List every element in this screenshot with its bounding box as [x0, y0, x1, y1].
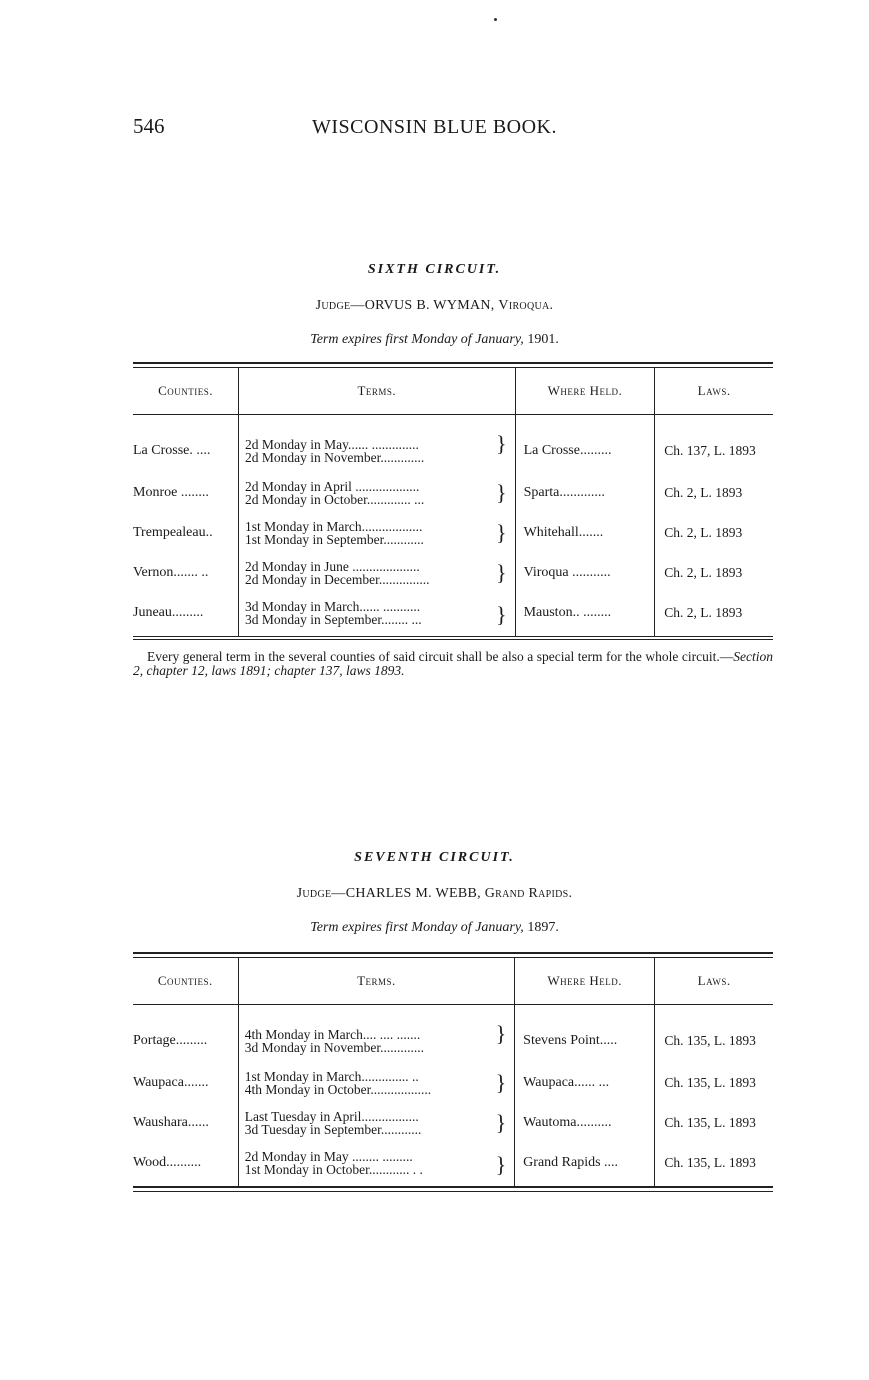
- term-first: 2d Monday in April ...................: [245, 479, 420, 494]
- header-laws: Laws.: [655, 368, 773, 415]
- table-row: [133, 1005, 773, 1064]
- where-held-cell: Mauston.. ........: [515, 593, 655, 637]
- sixth-circuit-title: SIXTH CIRCUIT.: [367, 262, 502, 277]
- brace-icon: }: [496, 520, 507, 545]
- where-held-cell: Viroqua ...........: [515, 553, 655, 593]
- laws-cell: Ch. 2, L. 1893: [655, 553, 773, 593]
- where-held-cell: La Crosse.........: [515, 415, 655, 474]
- terms-cell: [238, 1063, 514, 1103]
- term-second: 1st Monday in October............ . .: [244, 1162, 423, 1177]
- header-terms: Terms.: [238, 958, 514, 1005]
- term-second: 4th Monday in October..................: [244, 1082, 432, 1097]
- term-year: 1901.: [527, 332, 559, 347]
- judge-city: Grand Rapids.: [484, 886, 573, 901]
- brace-icon: }: [496, 480, 507, 505]
- terms-cell: [239, 593, 516, 637]
- term-first: 1st Monday in March..................: [245, 519, 423, 534]
- term-first: Last Tuesday in April.................: [244, 1109, 419, 1124]
- terms-cell: [238, 1005, 514, 1064]
- footnote-text: Every general term in the several counties of said circuit shall be also a special term for the whole circuit.—: [147, 649, 734, 664]
- laws-cell: Ch. 2, L. 1893: [655, 593, 773, 637]
- term-expires-text: Term expires first Monday of January,: [310, 920, 524, 935]
- term-second: 1st Monday in September............: [245, 532, 424, 547]
- term-second: 3d Monday in September........ ...: [245, 612, 422, 627]
- header-laws: Laws.: [655, 958, 773, 1005]
- table-row: [133, 593, 773, 637]
- terms-cell: [239, 473, 516, 513]
- term-first: 1st Monday in March.............. ..: [244, 1069, 419, 1084]
- table-row: [133, 513, 773, 553]
- where-held-cell: Wautoma..........: [515, 1103, 655, 1143]
- table-row: [133, 1063, 773, 1103]
- where-held-cell: Sparta.............: [515, 473, 655, 513]
- laws-cell: Ch. 135, L. 1893: [655, 1005, 773, 1064]
- seventh-term-line: [0, 920, 869, 936]
- terms-cell: [239, 553, 516, 593]
- county-cell: Portage.........: [133, 1033, 208, 1048]
- header-terms: Terms.: [239, 368, 516, 415]
- term-first: 2d Monday in May...... ..............: [245, 437, 419, 452]
- term-expires-text: Term expires first Monday of January,: [310, 332, 524, 347]
- where-held-cell: Grand Rapids ....: [515, 1143, 655, 1187]
- laws-cell: Ch. 135, L. 1893: [655, 1063, 773, 1103]
- laws-cell: Ch. 2, L. 1893: [655, 473, 773, 513]
- laws-cell: Ch. 135, L. 1893: [655, 1103, 773, 1143]
- term-first: 3d Monday in March...... ...........: [245, 599, 421, 614]
- page-number: 546: [133, 114, 165, 138]
- where-held-cell: Whitehall.......: [515, 513, 655, 553]
- header-where-held: Where Held.: [515, 958, 655, 1005]
- sixth-judge-line: [0, 298, 869, 314]
- seventh-table-bottom-rule: [133, 1186, 773, 1192]
- county-cell: Waupaca.......: [133, 1075, 209, 1090]
- sixth-term-line: [0, 332, 869, 348]
- brace-icon: }: [496, 560, 507, 585]
- where-held-cell: Waupaca...... ...: [515, 1063, 655, 1103]
- footnote-body: [133, 650, 773, 678]
- seventh-circuit-table: [133, 958, 773, 1187]
- county-cell: Trempealeau..: [133, 525, 213, 540]
- brace-icon: }: [495, 1110, 507, 1135]
- term-year: 1897.: [527, 920, 559, 935]
- table-header-row: [133, 958, 773, 1005]
- table-row: [133, 473, 773, 513]
- term-second: 2d Monday in October............. ...: [245, 492, 425, 507]
- header-where-held: Where Held.: [515, 368, 655, 415]
- table-row: [133, 1103, 773, 1143]
- judge-prefix: Judge—: [296, 886, 346, 901]
- sixth-circuit-table: [133, 368, 773, 637]
- brace-icon: }: [495, 1152, 507, 1177]
- seventh-circuit-title: SEVENTH CIRCUIT.: [354, 850, 515, 865]
- term-second: 2d Monday in November.............: [245, 450, 425, 465]
- brace-icon: }: [495, 1070, 507, 1095]
- where-held-cell: Stevens Point.....: [515, 1005, 655, 1064]
- county-cell: Waushara......: [133, 1115, 209, 1130]
- term-first: 2d Monday in June ....................: [245, 559, 420, 574]
- term-second: 2d Monday in December...............: [245, 572, 430, 587]
- laws-cell: Ch. 2, L. 1893: [655, 513, 773, 553]
- county-cell: Wood..........: [133, 1155, 202, 1170]
- header-counties: Counties.: [133, 958, 238, 1005]
- footnote-citation: Section 2, chapter 12, laws 1891; chapter 137, laws 1893.: [133, 649, 773, 678]
- county-cell: Juneau.........: [133, 605, 204, 620]
- sixth-table-bottom-rule: [133, 636, 773, 640]
- terms-cell: [239, 415, 516, 474]
- laws-cell: Ch. 135, L. 1893: [655, 1143, 773, 1187]
- brace-icon: }: [496, 431, 507, 456]
- table-header-row: [133, 368, 773, 415]
- term-first: 2d Monday in May ........ .........: [244, 1149, 413, 1164]
- term-second: 3d Monday in November.............: [244, 1040, 424, 1055]
- brace-icon: }: [496, 602, 507, 627]
- judge-name: CHARLES M. WEBB,: [345, 886, 481, 901]
- header-counties: Counties.: [133, 368, 239, 415]
- county-cell: Vernon....... ..: [133, 565, 209, 580]
- seventh-judge-line: [0, 886, 869, 902]
- judge-city: Viroqua.: [498, 298, 554, 313]
- terms-cell: [239, 513, 516, 553]
- stray-mark: [494, 18, 497, 21]
- running-head: WISCONSIN BLUE BOOK.: [312, 116, 557, 138]
- judge-name: ORVUS B. WYMAN,: [364, 298, 495, 313]
- term-first: 4th Monday in March.... .... .......: [244, 1027, 421, 1042]
- judge-prefix: Judge—: [315, 298, 365, 313]
- terms-cell: [238, 1103, 514, 1143]
- laws-cell: Ch. 137, L. 1893: [655, 415, 773, 474]
- term-second: 3d Tuesday in September............: [244, 1122, 422, 1137]
- table-row: [133, 553, 773, 593]
- county-cell: Monroe ........: [133, 485, 209, 500]
- table-row: [133, 415, 773, 474]
- brace-icon: }: [495, 1021, 507, 1046]
- county-cell: La Crosse. ....: [133, 443, 211, 458]
- sixth-footnote: [133, 650, 773, 678]
- table-row: [133, 1143, 773, 1187]
- terms-cell: [238, 1143, 514, 1187]
